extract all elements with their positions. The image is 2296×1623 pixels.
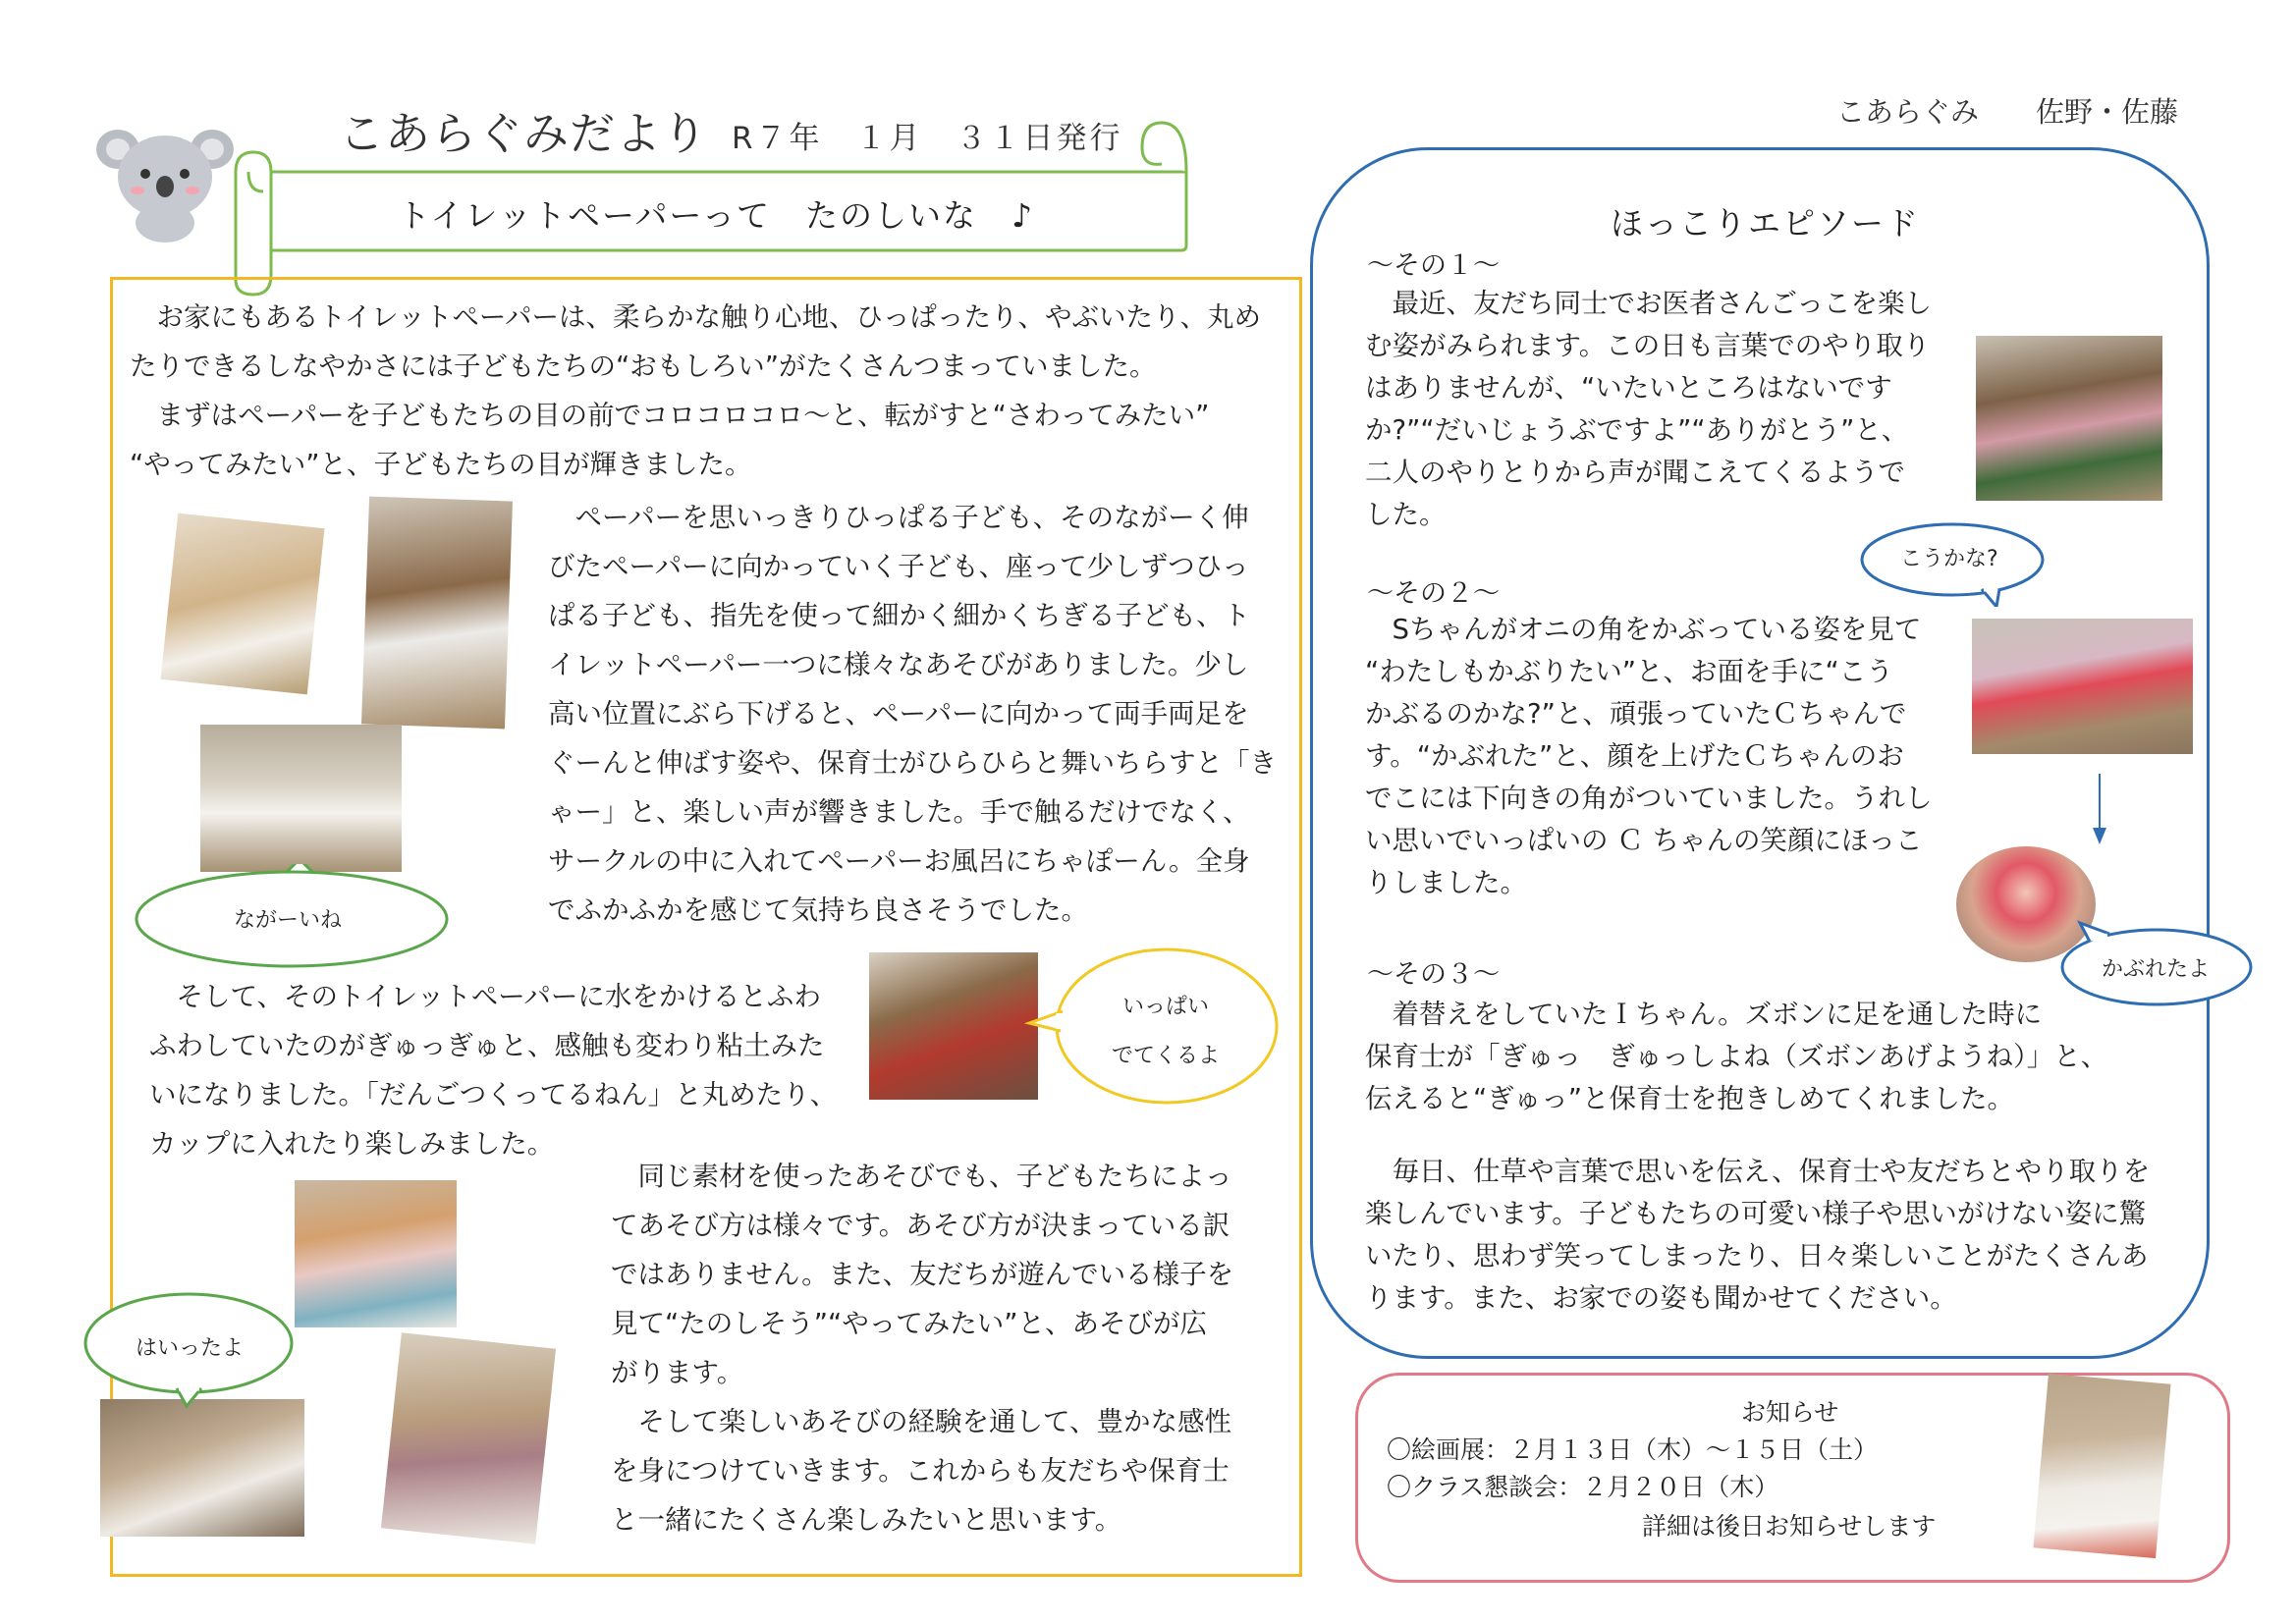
episode1-text: 最近、友だち同士でお医者さんごっこを楽し む姿がみられます。この日も言葉でのやり取り はありませんが、“いたいところはないです か?”“だいじょうぶですよ”“ありがとう”と、 二人のやりとりから声が聞こえてくるようで した。 — [1365, 288, 1932, 530]
article-intro: お家にもあるトイレットペーパーは、柔らかな触り心地、ひっぱったり、やぶいたり、丸め たりできるしなやかさには子どもたちの“おもしろい”がたくさんつまっていました。 まずはペーパーを子どもたちの目の前でコロコロコロ～と、転がすと“さわってみたい” “やってみたい”と、子どもたちの目が輝きました。 — [130, 301, 1261, 480]
arrow-down-icon — [2090, 774, 2109, 847]
page-title: こあらぐみだより — [339, 107, 708, 160]
bubble-lots-line2: でてくるよ — [1112, 1044, 1221, 1068]
episode2-text: Sちゃんがオニの角をかぶっている姿を見て “わたしもかぶりたい”と、お面を手に“こう かぶるのかな?”と、頑張っていたＣちゃんで す。“かぶれた”と、顔を上げたＣちゃんのお でこには下向きの角がついていました。うれし い思いでいっぱいの Ｃ ちゃんの笑顔にほっこ りしました。 — [1365, 614, 1933, 898]
episode-heading: ほっこりエピソード — [1611, 204, 1920, 243]
bubble-long-text: ながーいね — [234, 908, 343, 933]
bubble-in-text: はいったよ — [136, 1336, 245, 1361]
notice-title: お知らせ — [1741, 1398, 1839, 1427]
article-para2: ペーパーを思いっきりひっぱる子ども、そのながーく伸 びたペーパーに向かっていく子ども、座って少しずつひっ ぱる子ども、指先を使って細かく細かくちぎる子ども、ト イレットペーパー一つに様々なあそびがありました。少し 高い位置にぶら下げると、ペーパーに向かって両手両足を ぐーんと伸ばす姿や、保育士がひらひらと舞いちらすと「き ゃー」と、楽しい声が響きました。手で触るだけでなく、 サークルの中に入れてペーパーお風呂にちゃぽーん。全身 でふかふかを感じて気持ち良さそうでした。 — [548, 502, 1277, 926]
episode1-title: ～その１～ — [1367, 250, 1500, 281]
koala-icon — [96, 120, 234, 243]
episode2-title: ～その２～ — [1367, 578, 1500, 609]
notice-meeting: 〇クラス懇談会：２月２０日（木） — [1387, 1473, 1779, 1501]
article-para4: 同じ素材を使ったあそびでも、子どもたちによっ てあそび方は様々です。あそび方が決まっている訳 ではありません。また、友だちが遊んでいる様子を 見て“たのしそう”“やってみたい”と、あそびが広 がります。 そして楽しいあそびの経験を通して、豊かな感性 を身につけていきます。これからも友だちや保育士 と一緒にたくさん楽しみたいと思います。 — [611, 1161, 1234, 1536]
photo-child-drawing — [2033, 1374, 2170, 1558]
photo-child-paper-2 — [361, 497, 513, 730]
notice-exhibition: 〇絵画展：２月１３日（木）～１５日（土） — [1387, 1435, 1879, 1464]
photo-children-streamers — [200, 725, 402, 872]
episode3-text: 着替えをしていたＩちゃん。ズボンに足を通した時に 保育士が「ぎゅっ ぎゅっしよね（ズボンあげようね）」と、 伝えると“ぎゅっ”と保育士を抱きしめてくれました。 — [1365, 999, 2108, 1114]
episode-closing: 毎日、仕草や言葉で思いを伝え、保育士や友だちとやり取りを 楽しんでいます。子どもたちの可愛い様子や思いがけない姿に驚 いたり、思わず笑ってしまったり、日々楽しいことがたくさんあ ります。また、お家での姿も聞かせてください。 — [1365, 1156, 2151, 1314]
photo-child-tissue — [100, 1399, 304, 1537]
class-teachers: こあらぐみ 佐野・佐藤 — [1836, 95, 2179, 129]
photo-oni-mask — [1972, 619, 2193, 754]
bubble-kouka-text: こうかな? — [1900, 547, 1998, 571]
photo-child-water-bowl — [295, 1180, 457, 1327]
article-para3: そして、そのトイレットペーパーに水をかけるとふわ ふわしていたのがぎゅっぎゅと、感触も変わり粘土みた いになりました。「だんごつくってるねん」と丸めたり、 カップに入れたり楽しみました。 — [149, 981, 838, 1160]
photo-doctor-play — [1976, 336, 2162, 501]
episode3-title: ～その３～ — [1367, 959, 1500, 990]
banner-text: トイレットペーパーって たのしいな ♪ — [398, 196, 1035, 235]
photo-child-red-shirt — [869, 952, 1038, 1100]
photo-child-sitting — [381, 1332, 556, 1543]
bubble-lots-line1: いっぱい — [1122, 995, 1210, 1019]
speech-bubble-lots — [1019, 943, 1285, 1109]
bubble-kabureta-text: かぶれたよ — [2102, 957, 2211, 982]
issue-date: R７年 １月 ３１日発行 — [732, 121, 1123, 156]
notice-details: 詳細は後日お知らせします — [1642, 1512, 1937, 1541]
photo-child-paper-1 — [161, 514, 325, 695]
